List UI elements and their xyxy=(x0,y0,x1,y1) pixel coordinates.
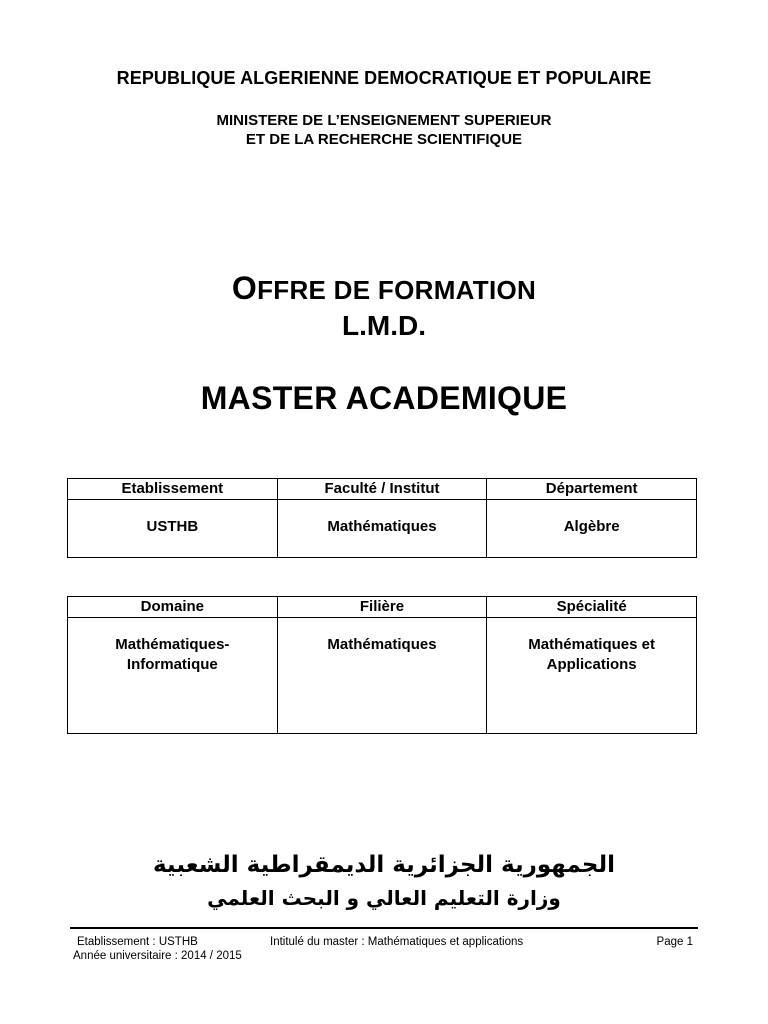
footer-rule xyxy=(70,927,698,929)
table-cell: Mathématiques et Applications xyxy=(487,618,697,734)
republic-title: REPUBLIQUE ALGERIENNE DEMOCRATIQUE ET POPULAIRE xyxy=(116,68,652,88)
ministry-block xyxy=(0,111,768,149)
footer-intitule: Intitulé du master : Mathématiques et applications xyxy=(270,936,524,948)
arabic-ministry: وزارة التعليم العالي و البحث العلمي xyxy=(207,886,561,910)
table-header-cell: Faculté / Institut xyxy=(277,479,487,500)
offre-rest: FFRE DE FORMATION xyxy=(257,275,537,305)
footer-page-number: Page 1 xyxy=(656,936,693,948)
ministry-line-2: ET DE LA RECHERCHE SCIENTIFIQUE xyxy=(245,131,523,148)
table-cell: Mathématiques xyxy=(277,500,487,558)
table-cell: Mathématiques xyxy=(277,618,487,734)
lmd-title: L.M.D. xyxy=(342,310,426,341)
arabic-republic: الجمهورية الجزائرية الديمقراطية الشعبية xyxy=(152,852,616,878)
table-cell: Algèbre xyxy=(487,500,697,558)
table-header-cell: Département xyxy=(487,479,697,500)
table-cell: USTHB xyxy=(68,500,278,558)
master-title: MASTER ACADEMIQUE xyxy=(200,380,568,416)
footer-annee: Année universitaire : 2014 / 2015 xyxy=(73,950,242,962)
footer-etablissement: Etablissement : USTHB xyxy=(77,936,198,948)
offre-initial: O xyxy=(231,270,258,306)
table-cell: Mathématiques- Informatique xyxy=(68,618,278,734)
offre-de-formation-title xyxy=(0,270,768,307)
table-header-cell: Domaine xyxy=(68,597,278,618)
establishment-table xyxy=(67,478,697,558)
ministry-line-1: MINISTERE DE L’ENSEIGNEMENT SUPERIEUR xyxy=(216,112,552,129)
domain-table xyxy=(67,596,697,734)
table-header-row xyxy=(68,597,697,618)
table-row xyxy=(68,618,697,734)
table-header-cell: Spécialité xyxy=(487,597,697,618)
table-row xyxy=(68,500,697,558)
table-header-cell: Filière xyxy=(277,597,487,618)
table-header-cell: Etablissement xyxy=(68,479,278,500)
table-header-row xyxy=(68,479,697,500)
